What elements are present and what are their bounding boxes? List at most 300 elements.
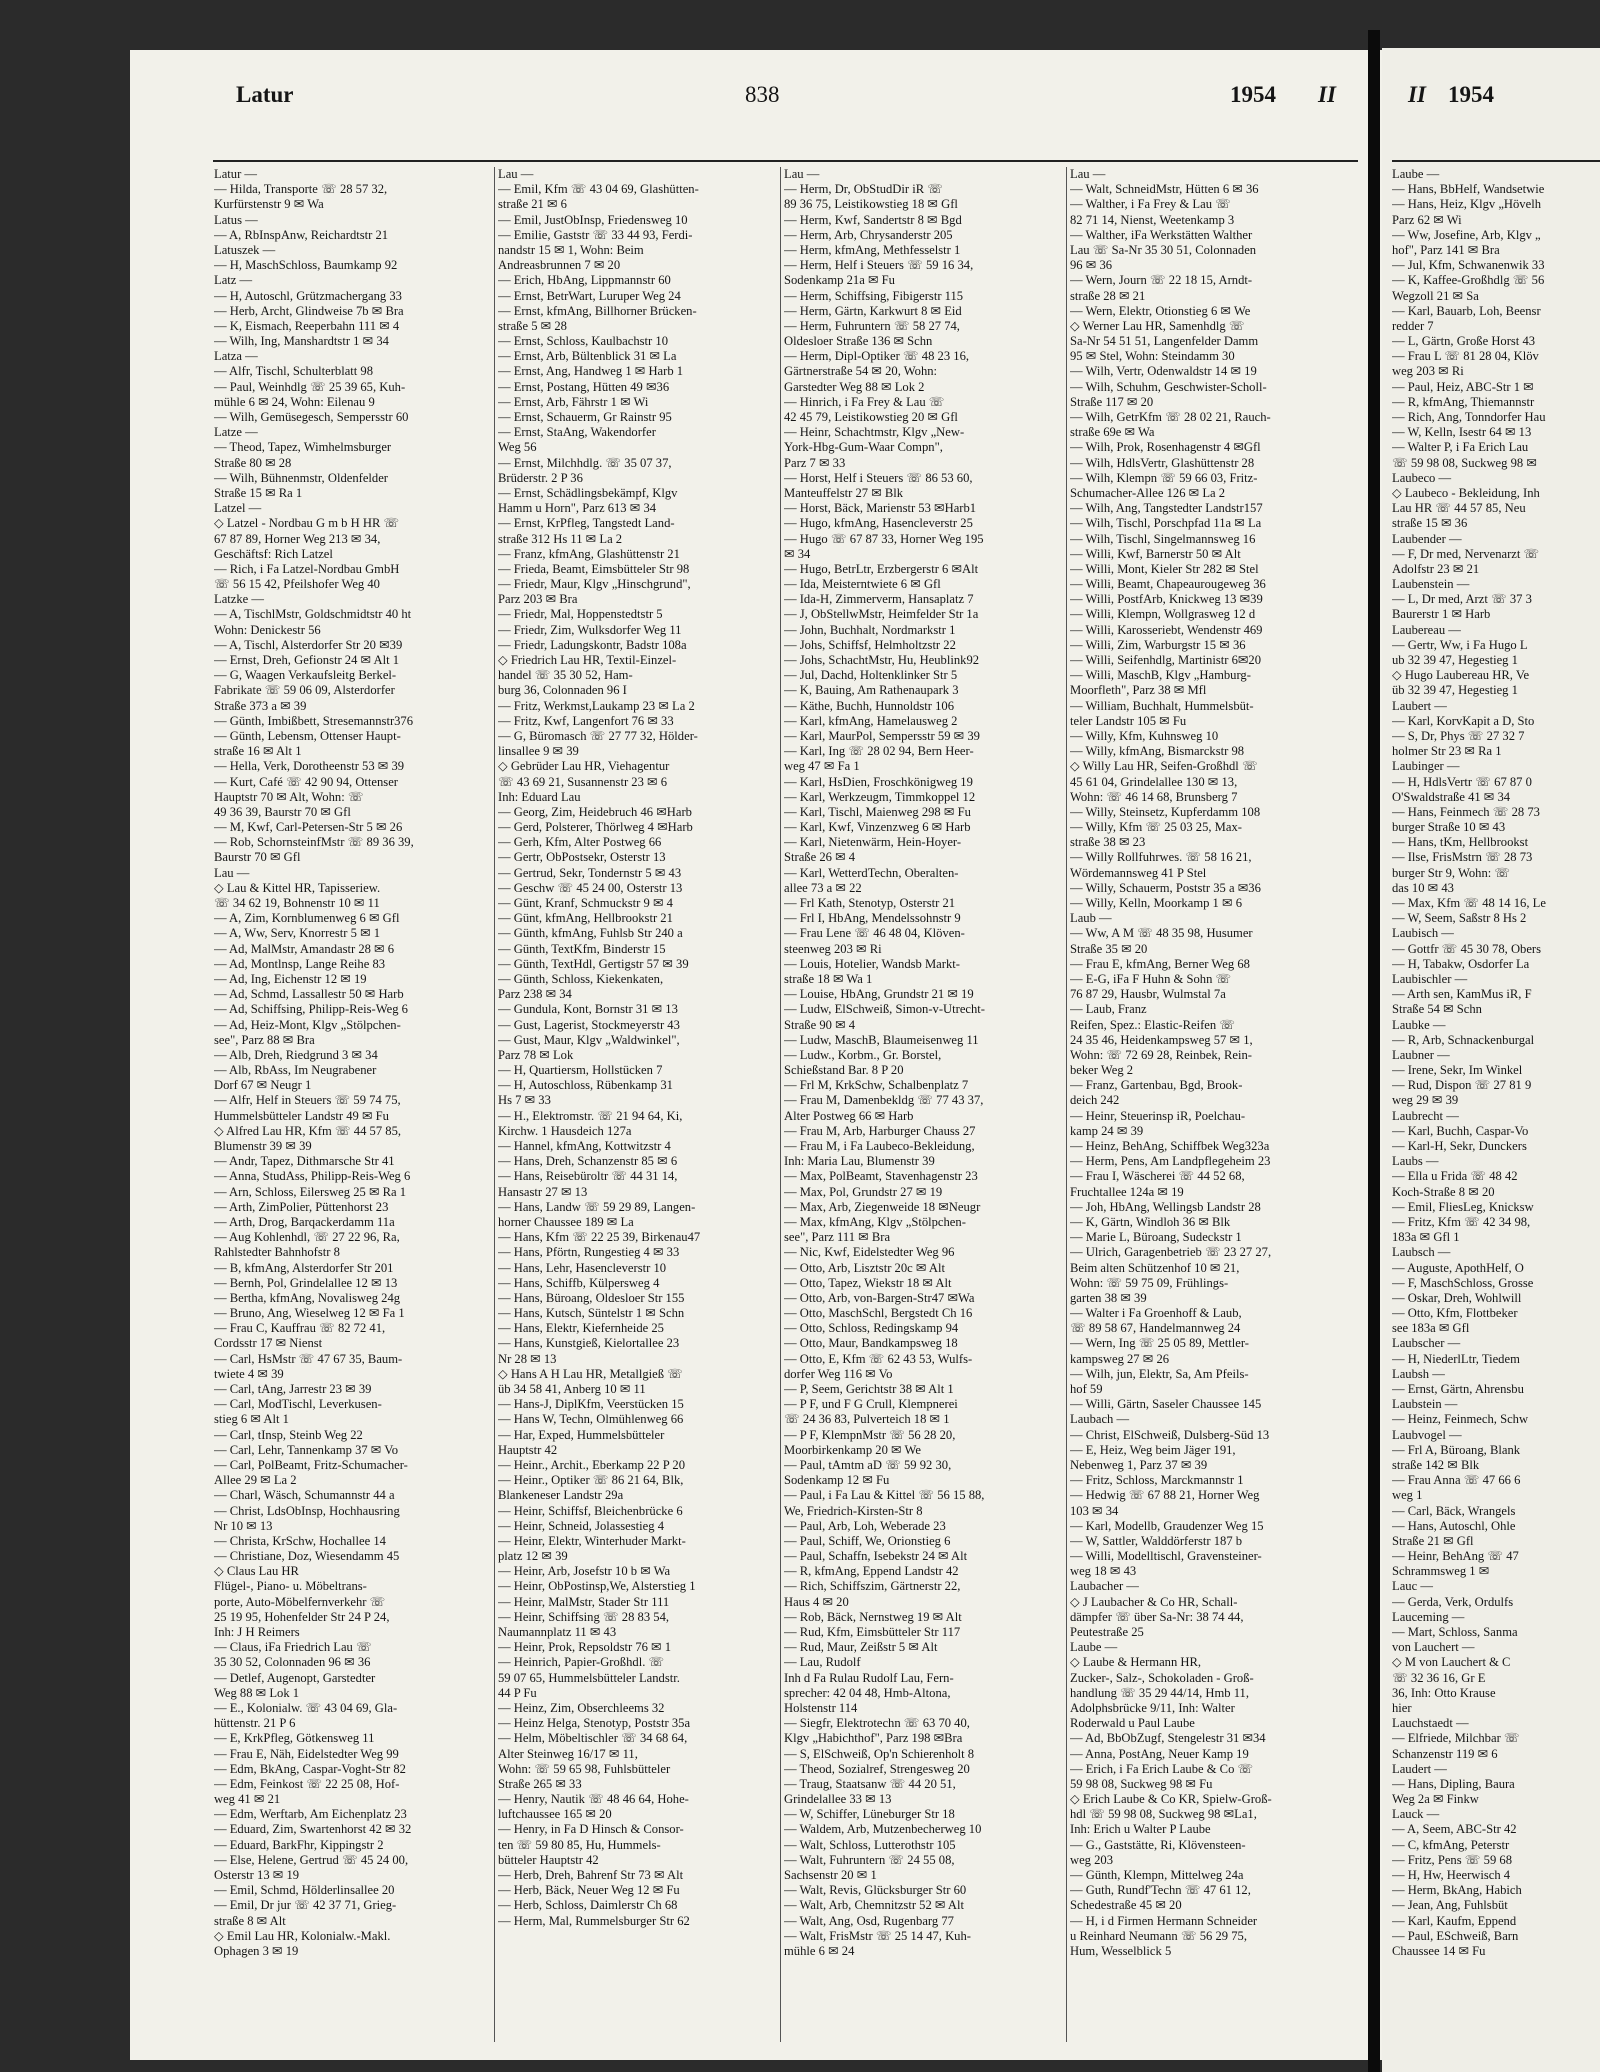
directory-line: Weg 56 — [498, 440, 537, 455]
directory-line: Hamm u Horn", Parz 613 ✉ 34 — [498, 501, 657, 516]
directory-line: — Frl I, HbAng, Mendelssohnstr 9 — [784, 911, 961, 926]
directory-line: beker Weg 2 — [1070, 1063, 1134, 1078]
directory-line: Hauptstr 42 — [498, 1442, 558, 1457]
directory-line: Osterstr 13 ✉ 19 — [214, 1868, 300, 1882]
directory-line: — Willi, Modelltischl, Gravensteiner- — [1070, 1549, 1262, 1564]
directory-line: — Oskar, Dreh, Wohlwill — [1392, 1290, 1522, 1305]
directory-line: — Otto, Schloss, Redingskamp 94 — [784, 1321, 959, 1336]
directory-line: 24 35 46, Heidenkampsweg 57 ✉ 1, — [1070, 1032, 1253, 1047]
directory-line: — Ernst, KrPfleg, Tangstedt Land- — [498, 516, 675, 531]
directory-line: ub 32 39 47, Hegestieg 1 — [1392, 653, 1518, 667]
directory-line: 36, Inh: Otto Krause — [1392, 1685, 1496, 1700]
directory-line: — Günth, Lebensm, Ottenser Haupt- — [214, 728, 401, 743]
directory-line: Wohn: ☏ 59 75 09, Frühlings- — [1070, 1275, 1229, 1290]
directory-line: — Willy, Schauerm, Poststr 35 a ✉36 — [1070, 880, 1261, 895]
directory-line: — Gerd, Polsterer, Thörlweg 4 ✉Harb — [498, 820, 693, 835]
directory-line: üb 34 58 41, Anberg 10 ✉ 11 — [498, 1382, 646, 1396]
directory-line: Roderwald u Paul Laube — [1070, 1716, 1195, 1731]
directory-line: straße 28 ✉ 21 — [1070, 288, 1146, 303]
directory-line: — Ad, Montlnsp, Lange Reihe 83 — [214, 956, 386, 971]
directory-line: — Paul, tAmtm aD ☏ 59 92 30, — [784, 1457, 952, 1472]
directory-line: — Gust, Lagerist, Stockmeyerstr 43 — [498, 1017, 680, 1032]
directory-line: — Karl, HsDien, Froschkönigweg 19 — [784, 774, 973, 789]
directory-line: — G, Büromasch ☏ 27 77 32, Hölder- — [498, 728, 698, 743]
directory-line: — Wilh, Gemüsegesch, Sempersstr 60 — [214, 410, 409, 424]
directory-line: Hs 7 ✉ 33 — [498, 1093, 551, 1108]
directory-line: — Willi, MaschB, Klgv „Hamburg- — [1070, 668, 1251, 683]
directory-line: mühle 6 ✉ 24, Wohn: Eilenau 9 — [214, 394, 375, 409]
directory-line: Straße 373 a ✉ 39 — [214, 698, 307, 713]
directory-line: — Irene, Sekr, Im Winkel — [1392, 1063, 1523, 1078]
directory-line: Lau — — [214, 865, 250, 880]
directory-line: Straße 117 ✉ 20 — [1070, 394, 1154, 409]
directory-line: — Ad, BbObZugf, Stengelestr 31 ✉34 — [1070, 1731, 1266, 1746]
directory-line: — Walt, Revis, Glücksburger Str 60 — [784, 1883, 967, 1898]
directory-line: Parz 7 ✉ 33 — [784, 455, 846, 470]
directory-line: — Karl, KorvKapit a D, Sto — [1392, 713, 1535, 728]
directory-line: — Herm, Dr, ObStudDir iR ☏ — [784, 182, 944, 197]
directory-line: — Louis, Hotelier, Wandsb Markt- — [784, 956, 960, 971]
directory-line: burger Str 9, Wohn: ☏ — [1392, 865, 1511, 880]
directory-line: Hummelsbütteler Landstr 49 ✉ Fu — [214, 1108, 389, 1123]
directory-line: Laubscher — — [1392, 1336, 1461, 1351]
directory-line: ◇ M von Lauchert & C — [1392, 1655, 1511, 1670]
directory-line: — Hans, Feinmech ☏ 28 73 — [1392, 804, 1540, 819]
directory-line: — Herm, Fuhruntern ☏ 58 27 74, — [784, 318, 960, 333]
directory-line: — Rich, i Fa Latzel-Nordbau GmbH — [214, 561, 400, 576]
directory-line: — John, Buchhalt, Nordmarkstr 1 — [784, 622, 956, 637]
directory-line: — Willi, Mont, Kieler Str 282 ✉ Stel — [1070, 561, 1259, 576]
directory-line: — Andr, Tapez, Dithmarsche Str 41 — [214, 1154, 395, 1169]
directory-line: Fruchtallee 124a ✉ 19 — [1070, 1184, 1184, 1199]
directory-line: — Jean, Ang, Fuhlsbüt — [1392, 1898, 1508, 1913]
directory-line: — Ernst, Gärtn, Ahrensbu — [1392, 1382, 1524, 1396]
directory-line: Brüderstr. 2 P 36 — [498, 470, 583, 485]
directory-line: Gärtnerstraße 54 ✉ 20, Wohn: — [784, 364, 938, 379]
directory-line: — J, ObStellwMstr, Heimfelder Str 1a — [784, 607, 979, 622]
directory-line: redder 7 — [1392, 318, 1434, 333]
directory-line: — Elfriede, Milchbar ☏ — [1392, 1731, 1520, 1746]
directory-line: — H, Hw, Heerwisch 4 — [1392, 1868, 1511, 1882]
directory-line: — Alfr, Helf in Steuers ☏ 59 74 75, — [214, 1093, 401, 1108]
directory-line: — Günth, Klempn, Mittelweg 24a — [1070, 1868, 1244, 1882]
directory-line: — Gundula, Kont, Bornstr 31 ✉ 13 — [498, 1002, 678, 1017]
directory-line: dämpfer ☏ über Sa-Nr: 38 74 44, — [1070, 1609, 1244, 1624]
column-4 — [1070, 167, 1358, 2047]
directory-line: — Ad, Schiffsing, Philipp-Reis-Weg 6 — [214, 1002, 408, 1017]
directory-line: — Ad, Heiz-Mont, Klgv „Stölpchen- — [214, 1017, 401, 1032]
directory-line: — Heinz, Feinmech, Schw — [1392, 1412, 1529, 1427]
directory-line: — K, Bauing, Am Rathenaupark 3 — [784, 683, 959, 698]
directory-line: — A, Tischl, Alsterdorfer Str 20 ✉39 — [214, 637, 403, 652]
directory-line: Nebenweg 1, Parz 37 ✉ 39 — [1070, 1457, 1208, 1472]
page-header — [0, 82, 1600, 112]
directory-line: — Ernst, Ang, Handweg 1 ✉ Harb 1 — [498, 364, 684, 379]
directory-line: — Ernst, Schädlingsbekämpf, Klgv — [498, 485, 678, 500]
directory-line: — Frau I, Wäscherei ☏ 44 52 68, — [1070, 1169, 1245, 1184]
directory-line: — Else, Helene, Gertrud ☏ 45 24 00, — [214, 1852, 409, 1867]
directory-line: — Erich, i Fa Erich Laube & Co ☏ — [1070, 1761, 1254, 1776]
directory-line: — Alb, Dreh, Riedgrund 3 ✉ 34 — [214, 1047, 378, 1062]
directory-line: — Hans, tKm, Hellbrookst — [1392, 835, 1529, 850]
directory-line: Parz 78 ✉ Lok — [498, 1047, 574, 1062]
directory-line: — Ad, Schmd, Lassallestr 50 ✉ Harb — [214, 987, 404, 1002]
directory-line: — P F, KlempnMstr ☏ 56 28 20, — [784, 1427, 956, 1442]
directory-line: — S, ElSchweiß, Op'n Schierenholt 8 — [784, 1746, 975, 1761]
directory-line: Latze — — [214, 425, 258, 440]
directory-line: 82 71 14, Nienst, Weetenkamp 3 — [1070, 212, 1235, 227]
directory-line: — Ernst, kfmAng, Billhorner Brücken- — [498, 303, 697, 318]
directory-line: weg 29 ✉ 39 — [1392, 1093, 1459, 1108]
directory-line: Flügel-, Piano- u. Möbeltrans- — [214, 1579, 367, 1594]
directory-line: — A, RbInspAnw, Reichardtstr 21 — [214, 227, 389, 242]
directory-line: ☏ 34 62 19, Bohnenstr 10 ✉ 11 — [214, 896, 380, 910]
directory-line: Wördemannsweg 41 P Stel — [1070, 865, 1207, 880]
directory-line: Schanzenstr 119 ✉ 6 — [1392, 1746, 1498, 1761]
right-page-column — [1392, 167, 1600, 2047]
directory-line: Inh: Maria Lau, Blumenstr 39 — [784, 1154, 935, 1169]
directory-line: — Karl, Nietenwärm, Hein-Hoyer- — [784, 835, 962, 850]
directory-line: mühle 6 ✉ 24 — [784, 1943, 855, 1958]
directory-line: ✉ 34 — [784, 546, 811, 561]
directory-line: — Siegfr, Elektrotechn ☏ 63 70 40, — [784, 1716, 970, 1731]
directory-line: Schumacher-Allee 126 ✉ La 2 — [1070, 485, 1226, 500]
directory-line: — Hans, Landw ☏ 59 29 89, Langen- — [498, 1199, 696, 1214]
directory-line: — Paul, i Fa Lau & Kittel ☏ 56 15 88, — [784, 1488, 985, 1503]
directory-line: — Hans, Dipling, Baura — [1392, 1776, 1515, 1791]
directory-line: — Günt, kfmAng, Hellbrookstr 21 — [498, 911, 673, 926]
directory-line: ◇ J Laubacher & Co HR, Schall- — [1070, 1594, 1238, 1609]
directory-line: — Otto, E, Kfm ☏ 62 43 53, Wulfs- — [784, 1351, 973, 1366]
directory-line: — Rud, Dispon ☏ 27 81 9 — [1392, 1078, 1532, 1093]
directory-line: — A, Ww, Serv, Knorrestr 5 ✉ 1 — [214, 926, 381, 941]
directory-line: Reifen, Spez.: Elastic-Reifen ☏ — [1070, 1017, 1236, 1032]
directory-line: Holstenstr 114 — [784, 1700, 858, 1715]
directory-line: — Max, PolBeamt, Stavenhagenstr 23 — [784, 1169, 978, 1184]
directory-line: — Karl, kfmAng, Hamelausweg 2 — [784, 713, 958, 728]
directory-line: — Günth, TextHdl, Gertigstr 57 ✉ 39 — [498, 956, 689, 971]
directory-line: — A, Zim, Kornblumenweg 6 ✉ Gfl — [214, 911, 400, 926]
header-roman-left: II — [1318, 82, 1336, 107]
directory-line: — Ludw., Korbm., Gr. Borstel, — [784, 1047, 942, 1062]
directory-line: — Otto, Arb, Lisztstr 20c ✉ Alt — [784, 1260, 945, 1275]
directory-line: Moorbirkenkamp 20 ✉ We — [784, 1442, 921, 1457]
directory-line: Parz 238 ✉ 34 — [498, 987, 572, 1002]
directory-line: Latza — — [214, 349, 258, 364]
directory-line: Laubner — — [1392, 1047, 1450, 1062]
directory-line: We, Friedrich-Kirsten-Str 8 — [784, 1503, 923, 1518]
directory-line: straße 5 ✉ 28 — [498, 318, 567, 333]
directory-line: — Paul, Schaffn, Isebekstr 24 ✉ Alt — [784, 1549, 968, 1564]
directory-line: — William, Buchhalt, Hummelsbüt- — [1070, 698, 1254, 713]
directory-line: — Carl, HsMstr ☏ 47 67 35, Baum- — [214, 1351, 403, 1366]
directory-line: — Gertr, Ww, i Fa Hugo L — [1392, 637, 1528, 652]
directory-line: ◇ Laubeco - Bekleidung, Inh — [1392, 485, 1540, 500]
directory-line: Kirchw. 1 Hausdeich 127a — [498, 1123, 632, 1138]
directory-line: — Hans, Lehr, Hasencleverstr 10 — [498, 1260, 667, 1275]
directory-line: — Frau Lene ☏ 46 48 04, Klöven- — [784, 926, 965, 941]
directory-line: — Willi, Zim, Warburgstr 15 ✉ 36 — [1070, 637, 1246, 652]
directory-line: — Willy, Steinsetz, Kupferdamm 108 — [1070, 804, 1261, 819]
directory-line: — Theod, Sozialref, Strengesweg 20 — [784, 1761, 970, 1776]
directory-line: burger Straße 10 ✉ 43 — [1392, 820, 1506, 835]
directory-line: — Frau M, Damenbekldg ☏ 77 43 37, — [784, 1093, 984, 1108]
directory-line: — R, Arb, Schnackenburgal — [1392, 1032, 1535, 1047]
directory-line: — Heinr., Optiker ☏ 86 21 64, Blk, — [498, 1473, 684, 1488]
directory-line: — Wilh, Schuhm, Geschwister-Scholl- — [1070, 379, 1267, 394]
directory-line: — Frl A, Büroang, Blank — [1392, 1442, 1521, 1457]
directory-line: — Herm, Helf i Steuers ☏ 59 16 34, — [784, 258, 974, 273]
directory-line: Laubke — — [1392, 1017, 1446, 1032]
directory-line: — Frau Anna ☏ 47 66 6 — [1392, 1473, 1521, 1488]
directory-line: Lauck — — [1392, 1807, 1440, 1822]
directory-line: — Carl, Bäck, Wrangels — [1392, 1503, 1516, 1518]
directory-line: — Paul, Schiff, We, Orionstieg 6 — [784, 1533, 951, 1548]
directory-line: — Christ, LdsObInsp, Hochhausring — [214, 1503, 400, 1518]
directory-line: York-Hbg-Gum-Waar Compn", — [784, 440, 943, 455]
directory-line: — Wern, Journ ☏ 22 18 15, Arndt- — [1070, 273, 1253, 288]
directory-line: — Ernst, StaAng, Wakendorfer — [498, 425, 656, 440]
directory-line: 76 87 29, Hausbr, Wulmstal 7a — [1070, 987, 1226, 1002]
directory-line: — Hans, BbHelf, Wandsetwie — [1392, 182, 1545, 197]
directory-line: — Hannel, kfmAng, Kottwitzstr 4 — [498, 1139, 671, 1153]
directory-line: — K, Kaffee-Großhdlg ☏ 56 — [1392, 273, 1545, 288]
directory-line: Hansastr 27 ✉ 13 — [498, 1184, 588, 1199]
directory-line: porte, Auto-Möbelfernverkehr ☏ — [214, 1594, 386, 1609]
directory-line: Hauptstr 70 ✉ Alt, Wohn: ☏ — [214, 789, 364, 804]
directory-line: — Ida, Meisterntwiete 6 ✉ Gfl — [784, 577, 941, 592]
directory-line: weg 203 — [1070, 1852, 1114, 1867]
directory-line: — F, Dr med, Nervenarzt ☏ — [1392, 546, 1540, 561]
directory-line: — Walt, FrisMstr ☏ 25 14 47, Kuh- — [784, 1928, 971, 1943]
directory-line: — Guth, Rundf'Techn ☏ 47 61 12, — [1070, 1883, 1251, 1898]
directory-line: Inh: J H Reimers — [214, 1625, 300, 1639]
directory-line: — Horst, Bäck, Marienstr 53 ✉Harb1 — [784, 501, 977, 516]
directory-line: twiete 4 ✉ 39 — [214, 1366, 284, 1381]
directory-line: kamp 24 ✉ 39 — [1070, 1123, 1144, 1138]
directory-line: linsallee 9 ✉ 39 — [498, 744, 579, 759]
directory-line: — Traug, Staatsanw ☏ 44 20 51, — [784, 1776, 956, 1791]
directory-line: — C, kfmAng, Peterstr — [1392, 1837, 1510, 1852]
directory-line: Inh: Eduard Lau — [498, 789, 581, 804]
directory-line: — Gottfr ☏ 45 30 78, Obers — [1392, 941, 1542, 956]
directory-line: Laubeco — — [1392, 470, 1452, 485]
directory-line: Straße 35 ✉ 20 — [1070, 941, 1148, 956]
directory-line: — Carl, tAng, Jarrestr 23 ✉ 39 — [214, 1382, 372, 1396]
directory-line: — Wilh, GetrKfm ☏ 28 02 21, Rauch- — [1070, 410, 1271, 424]
directory-line: — Emil, JustObInsp, Friedensweg 10 — [498, 212, 688, 227]
column-divider-3 — [1066, 167, 1067, 2042]
directory-line: — Ulrich, Garagenbetrieb ☏ 23 27 27, — [1070, 1245, 1272, 1260]
directory-line: — Walt, Arb, Chemnitzstr 52 ✉ Alt — [784, 1898, 965, 1913]
directory-line: Laubenstein — — [1392, 577, 1470, 592]
directory-line: — Heinr, Schiffsing ☏ 28 83 54, — [498, 1609, 670, 1624]
directory-line: — Heinz Helga, Stenotyp, Poststr 35a — [498, 1716, 691, 1731]
directory-line: Grindelallee 33 ✉ 13 — [784, 1792, 892, 1807]
directory-line: Laubsh — — [1392, 1366, 1445, 1381]
directory-line: — Ernst, Schloss, Kaulbachstr 10 — [498, 334, 668, 349]
directory-line: — Gertr, ObPostsekr, Osterstr 13 — [498, 850, 666, 865]
directory-line: — Carl, Lehr, Tannenkamp 37 ✉ Vo — [214, 1442, 399, 1457]
directory-line: — Walt, Ang, Osd, Rugenbarg 77 — [784, 1913, 954, 1928]
directory-line: Klgv „Habichthof", Parz 198 ✉Bra — [784, 1731, 963, 1746]
directory-line: — Frl Kath, Stenotyp, Osterstr 21 — [784, 896, 956, 910]
directory-line: Schrammsweg 1 ✉ — [1392, 1564, 1490, 1579]
directory-line: Baurerstr 1 ✉ Harb — [1392, 607, 1491, 622]
directory-line: Kurfürstenstr 9 ✉ Wa — [214, 197, 324, 212]
directory-line: — Anna, PostAng, Neuer Kamp 19 — [1070, 1746, 1249, 1761]
directory-line: — Willi, Gärtn, Saseler Chaussee 145 — [1070, 1397, 1262, 1412]
directory-line: — R, kfmAng, Thiemannstr — [1392, 394, 1535, 409]
directory-line: — Karl, Ing ☏ 28 02 94, Bern Heer- — [784, 744, 974, 759]
directory-line: — Jul, Kfm, Schwanenwik 33 — [1392, 258, 1545, 273]
directory-line: — Heinr, Schiffsf, Bleichenbrücke 6 — [498, 1503, 683, 1518]
directory-line: — P F, und F G Crull, Klempnerei — [784, 1397, 958, 1412]
directory-line: platz 12 ✉ 39 — [498, 1549, 568, 1564]
directory-line: — Eduard, Zim, Swartenhorst 42 ✉ 32 — [214, 1822, 412, 1837]
directory-line: — Gerda, Verk, Ordulfs — [1392, 1594, 1514, 1609]
directory-line: u Reinhard Neumann ☏ 56 29 75, — [1070, 1928, 1247, 1943]
directory-line: ☏ 56 15 42, Pfeilshofer Weg 40 — [214, 577, 380, 592]
directory-line: Baurstr 70 ✉ Gfl — [214, 850, 301, 865]
directory-line: 89 36 75, Leistikowstieg 18 ✉ Gfl — [784, 197, 958, 212]
directory-line: Adolfstr 23 ✉ 21 — [1392, 561, 1480, 576]
directory-line: — Otto, Kfm, Flottbeker — [1392, 1306, 1518, 1321]
directory-line: — Wilh, Bühnenmstr, Oldenfelder — [214, 470, 388, 485]
directory-line: — Geschw ☏ 45 24 00, Osterstr 13 — [498, 880, 683, 895]
directory-line: — G, Waagen Verkaufsleitg Berkel- — [214, 668, 397, 683]
directory-line: — Henry, Nautik ☏ 48 46 64, Hohe- — [498, 1792, 689, 1807]
directory-line: — Georg, Zim, Heidebruch 46 ✉Harb — [498, 804, 692, 819]
directory-line: steenweg 203 ✉ Ri — [784, 941, 882, 956]
directory-line: — H, Quartiersm, Hollstücken 7 — [498, 1063, 663, 1078]
directory-line: — Hans, Heiz, Klgv „Hövelh — [1392, 197, 1541, 212]
directory-line: — Frau E, kfmAng, Berner Weg 68 — [1070, 956, 1250, 971]
directory-line: — Carl, PolBeamt, Fritz-Schumacher- — [214, 1457, 408, 1472]
directory-line: — Kurt, Café ☏ 42 90 94, Ottenser — [214, 774, 398, 789]
directory-line: straße 16 ✉ Alt 1 — [214, 744, 302, 759]
directory-line: 59 07 65, Hummelsbütteler Landstr. — [498, 1670, 680, 1685]
directory-line: — Wilh, Vertr, Odenwaldstr 14 ✉ 19 — [1070, 364, 1257, 379]
directory-line: Cordsstr 17 ✉ Nienst — [214, 1336, 323, 1351]
directory-line: — Herm, Pens, Am Landpflegeheim 23 — [1070, 1154, 1271, 1169]
directory-line: — Hugo, kfmAng, Hasencleverstr 25 — [784, 516, 973, 531]
directory-line: — Hans, Kunstgieß, Kielortallee 23 — [498, 1336, 680, 1351]
directory-line: Lau — — [784, 167, 820, 181]
directory-line: Latur — — [214, 167, 258, 181]
directory-line: — Otto, Maur, Bandkampsweg 18 — [784, 1336, 958, 1351]
directory-line: luftchaussee 165 ✉ 20 — [498, 1807, 612, 1822]
directory-line: — Paul, Weinhdlg ☏ 25 39 65, Kuh- — [214, 379, 406, 394]
directory-line: — Günth, TextKfm, Binderstr 15 — [498, 941, 666, 956]
directory-line: — Ernst, Schauerm, Gr Rainstr 95 — [498, 410, 672, 424]
directory-line: ◇ Laube & Hermann HR, — [1070, 1655, 1202, 1670]
directory-line: Wohn: ☏ 59 65 98, Fuhlsbütteler — [498, 1761, 671, 1776]
directory-line: — Günth, kfmAng, Fuhlsb Str 240 a — [498, 926, 683, 941]
directory-line: — Wilh, Prok, Rosenhagenstr 4 ✉Gfl — [1070, 440, 1261, 455]
directory-line: — Max, Arb, Ziegenweide 18 ✉Neugr — [784, 1199, 981, 1214]
directory-line: — Christiane, Doz, Wiesendamm 45 — [214, 1549, 400, 1564]
directory-line: Alter Steinweg 16/17 ✉ 11, — [498, 1746, 638, 1761]
directory-line: — Laub, Franz — [1070, 1002, 1147, 1017]
directory-line: Straße 265 ✉ 33 — [498, 1776, 582, 1791]
directory-line: — G., Gaststätte, Ri, Klövensteen- — [1070, 1837, 1246, 1852]
directory-line: — E, KrkPfleg, Götkensweg 11 — [214, 1731, 375, 1746]
directory-line: — Heinz, BehAng, Schiffbek Weg323a — [1070, 1139, 1270, 1153]
directory-line: — Herm, kfmAng, Methfesselstr 1 — [784, 242, 961, 257]
directory-line: — Herb, Schloss, Daimlerstr Ch 68 — [498, 1898, 678, 1913]
directory-line: Laubsch — — [1392, 1245, 1451, 1260]
directory-line: — Emilie, Gaststr ☏ 33 44 93, Ferdi- — [498, 227, 693, 242]
directory-line: — Fritz, Pens ☏ 59 68 — [1392, 1852, 1512, 1867]
directory-line: straße 15 ✉ 36 — [1392, 516, 1468, 531]
directory-line: handel ☏ 35 30 52, Ham- — [498, 668, 633, 683]
directory-line: Laubender — — [1392, 531, 1462, 546]
directory-line: Laubereau — — [1392, 622, 1461, 637]
directory-line: Koch-Straße 8 ✉ 20 — [1392, 1184, 1495, 1199]
directory-line: straße 69e ✉ Wa — [1070, 425, 1155, 440]
directory-line: — Fritz, Kfm ☏ 42 34 98, — [1392, 1214, 1531, 1229]
directory-line: weg 41 ✉ 21 — [214, 1792, 281, 1807]
directory-line: — Bertha, kfmAng, Novalisweg 24g — [214, 1290, 401, 1305]
header-left-word: Latur — [236, 82, 294, 107]
directory-line: — Hans, Kutsch, Süntelstr 1 ✉ Schn — [498, 1306, 685, 1321]
column-3 — [784, 167, 1064, 2047]
directory-line: ◇ Friedrich Lau HR, Textil-Einzel- — [498, 653, 677, 667]
directory-line: — L, Dr med, Arzt ☏ 37 3 — [1392, 592, 1532, 607]
directory-line: — Herm, Mal, Rummelsburger Str 62 — [498, 1913, 690, 1928]
directory-line: — Heinr, Schachtmstr, Klgv „New- — [784, 425, 965, 440]
directory-line: deich 242 — [1070, 1093, 1120, 1108]
directory-line: Manteuffelstr 27 ✉ Blk — [784, 485, 904, 500]
directory-line: — Hans, Reisebüroltr ☏ 44 31 14, — [498, 1169, 678, 1184]
directory-line: Laubstein — — [1392, 1397, 1458, 1412]
directory-line: — Mart, Schloss, Sanma — [1392, 1625, 1518, 1639]
directory-line: 67 87 89, Horner Weg 213 ✉ 34, — [214, 531, 381, 546]
directory-line: horner Chaussee 189 ✉ La — [498, 1214, 634, 1229]
directory-line: — Ernst, Arb, Fährstr 1 ✉ Wi — [498, 394, 649, 409]
directory-line: 44 P Fu — [498, 1685, 537, 1700]
directory-line: — Hans, Schiffb, Külpersweg 4 — [498, 1275, 660, 1290]
directory-line: 49 36 39, Baurstr 70 ✉ Gfl — [214, 804, 351, 819]
directory-line: Latus — — [214, 212, 258, 227]
directory-line: straße 142 ✉ Blk — [1392, 1457, 1480, 1472]
directory-line: — Willi, PostfArb, Knickweg 13 ✉39 — [1070, 592, 1263, 607]
directory-line: Garstedter Weg 88 ✉ Lok 2 — [784, 379, 925, 394]
directory-line: Wohn: ☏ 72 69 28, Reinbek, Rein- — [1070, 1047, 1252, 1062]
directory-line: — Walt, Fuhruntern ☏ 24 55 08, — [784, 1852, 955, 1867]
directory-line: — Rob, Bäck, Nernstweg 19 ✉ Alt — [784, 1609, 962, 1624]
directory-line: — Wern, Ing ☏ 25 05 89, Mettler- — [1070, 1336, 1249, 1351]
directory-line: — Auguste, ApothHelf, O — [1392, 1260, 1524, 1275]
directory-line: — Frau M, Arb, Harburger Chauss 27 — [784, 1123, 976, 1138]
directory-line: straße 21 ✉ 6 — [498, 197, 567, 212]
directory-line: ◇ Alfred Lau HR, Kfm ☏ 44 57 85, — [214, 1123, 402, 1138]
directory-line: — Willi, Seifenhdlg, Martinistr 6✉20 — [1070, 653, 1262, 667]
directory-line: — F, MaschSchloss, Grosse — [1392, 1275, 1534, 1290]
directory-line: — Friedr, Maur, Klgv „Hinschgrund", — [498, 577, 691, 592]
directory-line: — Carl, tInsp, Steinb Weg 22 — [214, 1427, 363, 1442]
column-divider-2 — [780, 167, 781, 2042]
directory-line: burg 36, Colonnaden 96 I — [498, 683, 627, 698]
directory-line: — K, Gärtn, Windloh 36 ✉ Blk — [1070, 1214, 1231, 1229]
directory-line: Lauchstaedt — — [1392, 1716, 1469, 1731]
directory-line: Ophagen 3 ✉ 19 — [214, 1943, 299, 1958]
directory-line: Laubrecht — — [1392, 1108, 1459, 1123]
directory-line: Straße 26 ✉ 4 — [784, 850, 856, 865]
directory-line: — Herm, BkAng, Habich — [1392, 1883, 1522, 1898]
directory-line: Sachsenstr 20 ✉ 1 — [784, 1868, 877, 1882]
